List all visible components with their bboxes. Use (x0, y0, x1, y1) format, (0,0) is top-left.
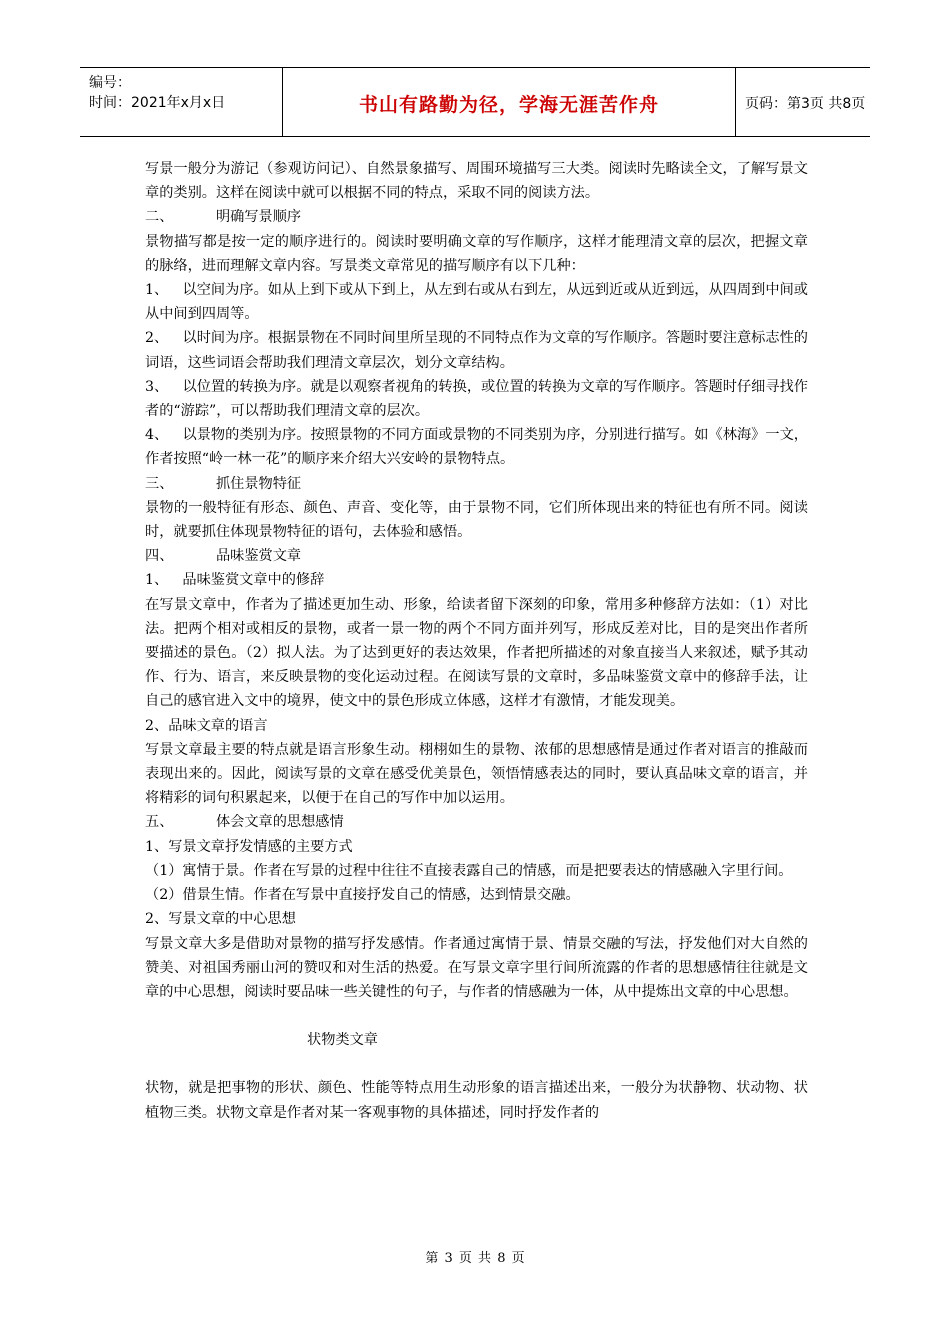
paragraph: 写景文章大多是借助对景物的描写抒发感情。作者通过寓情于景、情景交融的写法，抒发他们对大自然的赞美、对祖国秀丽山河的赞叹和对生活的热爱。在写景文章字里行间所流露的作者的思想感情往往就是文章的中心思想，阅读时要品味一些关键性的句子，与作者的情感融为一体，从中提炼出文章的中心思想。 (145, 935, 808, 1000)
subsection-heading: 1、写景文章抒发情感的主要方式 (145, 838, 353, 855)
paragraph: （1）寓情于景。作者在写景的过程中往往不直接表露自己的情感，而是把要表达的情感融入字里行间。 (145, 862, 793, 879)
paragraph: 写景文章最主要的特点就是语言形象生动。栩栩如生的景物、浓郁的思想感情是通过作者对语言的推敲而表现出来的。因此，阅读写景的文章在感受优美景色，领悟情感表达的同时，要认真品味文章的语言，并将精彩的词句积累起来，以便于在自己的写作中加以运用。 (145, 741, 808, 807)
paragraph: 景物描写都是按一定的顺序进行的。阅读时要明确文章的写作顺序，这样才能理清文章的层次，把握文章的脉络，进而理解文章内容。写景类文章常见的描写顺序有以下几种： (145, 233, 808, 274)
section-title: 状物类文章 (307, 1032, 378, 1049)
section-heading: 四、 品味鉴赏文章 (145, 548, 302, 565)
paragraph: 在写景文章中，作者为了描述更加生动、形象，给读者留下深刻的印象，常用多种修辞方法如：（1）对比法。把两个相对或相反的景物，或者一景一物的两个不同方面并列写，形成反差对比，目的是突出作者所要描述的景色。（2）拟人法。为了达到更好的表达效果，作者把所描述的对象直接当人来叙述，赋予其动作、行为、语言，来反映景物的变化运动过程。在阅读写景的文章时，多品味鉴赏文章中的修辞手法，让自己的感官进入文中的境界，使文中的景色形成立体感，这样才有激情，才能发现美。 (145, 596, 808, 710)
spacer (145, 1004, 808, 1028)
section-heading: 五、 体会文章的思想感情 (145, 814, 344, 831)
serial-number-label: 编号： (89, 75, 131, 91)
page-footer: 第 3 页 共 8 页 (425, 1251, 525, 1266)
header-motto-cell (282, 68, 736, 136)
list-item: 4、 以景物的类别为序。按照景物的不同方面或景物的不同类别为序，分别进行描写。如《林海》一文，作者按照“岭一林一花”的顺序来介绍大兴安岭的景物特点。 (145, 427, 808, 468)
paragraph: 景物的一般特征有形态、颜色、声音、变化等，由于景物不同，它们所体现出来的特征也有所不同。阅读时，就要抓住体现景物特征的语句，去体验和感悟。 (145, 499, 808, 541)
date-line: 时间：2021年x月x日 (89, 95, 226, 111)
header-motto: 书山有路勤为径，学海无涯苦作舟 (358, 94, 659, 116)
section-heading: 三、 抓住景物特征 (145, 475, 302, 492)
spacer (145, 1052, 808, 1076)
header-page-cell (735, 68, 870, 136)
paragraph: 状物，就是把事物的形状、颜色、性能等特点用生动形象的语言描述出来，一般分为状静物、状动物、状植物三类。状物文章是作者对某一客观事物的具体描述，同时抒发作者的 (145, 1080, 808, 1121)
header-meta-cell (80, 68, 282, 136)
section-heading: 二、 明确写景顺序 (145, 209, 302, 226)
paragraph: 写景一般分为游记（参观访问记）、自然景象描写、周围环境描写三大类。阅读时先略读全文，了解写景文章的类别。这样在阅读中就可以根据不同的特点，采取不同的阅读方法。 (145, 161, 808, 202)
page-header (80, 67, 870, 137)
list-item: 1、 以空间为序。如从上到下或从下到上，从左到右或从右到左，从远到近或从近到远，从四周到中间或从中间到四周等。 (145, 282, 808, 323)
subsection-heading: 2、写景文章的中心思想 (145, 911, 296, 928)
document-body (145, 157, 808, 1125)
list-item: 2、 以时间为序。根据景物在不同时间里所呈现的不同特点作为文章的写作顺序。答题时要注意标志性的词语，这些词语会帮助我们理清文章层次，划分文章结构。 (145, 330, 808, 371)
subsection-heading: 1、 品味鉴赏文章中的修辞 (145, 572, 325, 589)
header-page-info: 页码：第3页 共8页 (745, 96, 866, 112)
subsection-heading: 2、品味文章的语言 (145, 717, 268, 734)
paragraph: （2）借景生情。作者在写景中直接抒发自己的情感，达到情景交融。 (145, 887, 580, 904)
list-item: 3、 以位置的转换为序。就是以观察者视角的转换，或位置的转换为文章的写作顺序。答题时仔细寻找作者的“游踪”，可以帮助我们理清文章的层次。 (145, 378, 808, 420)
